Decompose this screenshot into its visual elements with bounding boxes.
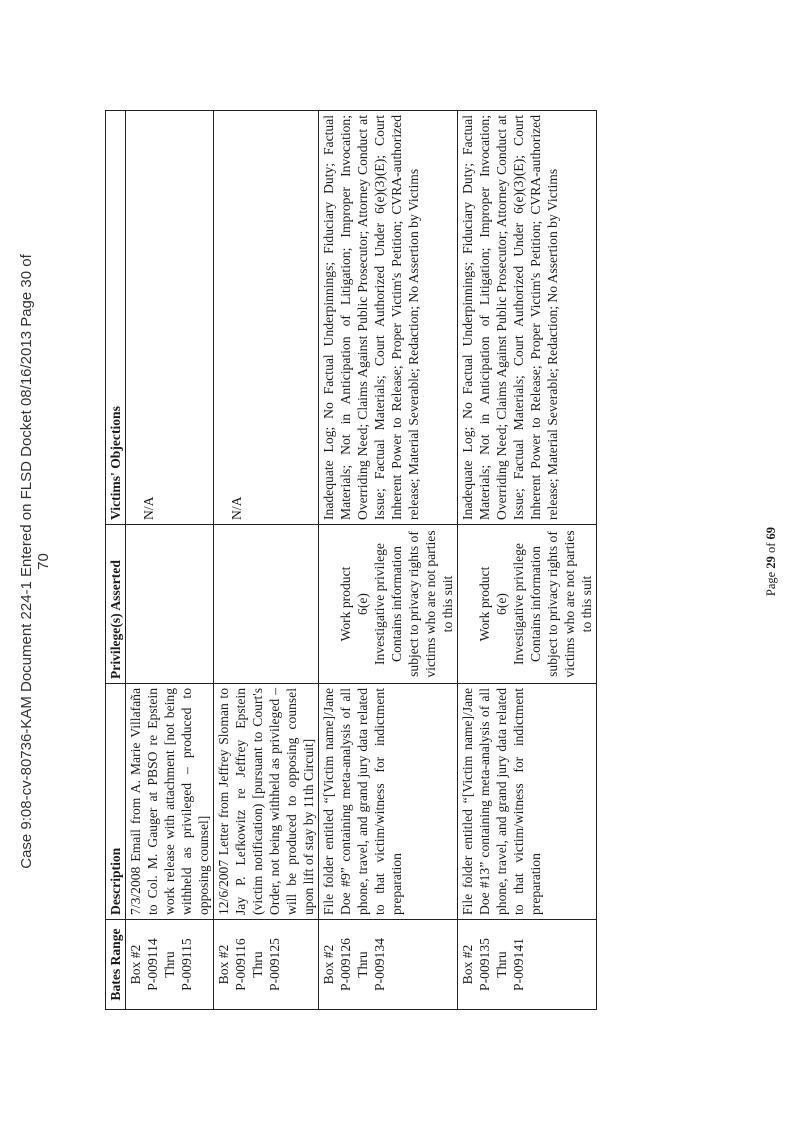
footer-page-number: 29 [764,556,778,569]
bates-cell [458,920,597,1010]
bates-cell [214,920,319,1010]
footer-of: of [764,542,778,553]
privilege-item: 6(e) [494,593,509,615]
bates-box: Box #2 [460,944,475,985]
bates-start: P-009135 [477,938,492,991]
bates-thru: Thru [355,951,370,978]
privilege-item: Work product [338,566,353,642]
table-header-row [106,111,126,1010]
privilege-item: Contains information subject to privacy rights of victims who are not parties to this suit [389,530,455,678]
bates-end: P-009115 [179,938,194,991]
col-header-bates: Bates Range [106,920,126,1010]
description-cell [214,684,319,920]
bates-thru: Thru [494,951,509,978]
privilege-item: Work product [477,566,492,642]
bates-start: P-009126 [338,938,353,991]
objections-cell: N/A [214,111,319,525]
objections-cell: Inadequate Log; No Factual Underpinnings; Fiduciary Duty; Factual Materials; Not in Anticipation of Litigation; Improper Invocation; Overriding Need; Claims Against Public Prosecutor; Attorney Conduct at Issue; Factual Materials; Court Authorized Under 6(e)(3)(E); Court Inherent Power to Release; Proper Victim's Petition; CVRA-authorized release; Material Severable; Redaction; No Assertion by Victims [458,111,597,525]
bates-cell [126,920,214,1010]
page-footer [764,0,779,1123]
table-row [214,111,319,1010]
privilege-item: 6(e) [355,593,370,615]
table-row [126,111,214,1010]
privilege-cell [458,525,597,684]
privilege-item: Investigative privilege [511,543,526,665]
court-header [18,0,52,1123]
header-line-2: 70 [35,553,52,570]
col-header-description: Description [106,684,126,920]
bates-end: P-009134 [372,938,387,991]
footer-prefix: Page [764,571,778,597]
objections-cell: Inadequate Log; No Factual Underpinnings; Fiduciary Duty; Factual Materials; Not in Anticipation of Litigation; Improper Invocation; Overriding Need; Claims Against Public Prosecutor; Attorney Conduct at Issue; Factual Materials; Court Authorized Under 6(e)(3)(E); Court Inherent Power to Release; Proper Victim's Petition; CVRA-authorized release; Material Severable; Redaction; No Assertion by Victims [319,111,458,525]
bates-end: P-009125 [267,938,282,991]
bates-box: Box #2 [321,944,336,985]
bates-start: P-009114 [145,938,160,991]
col-header-privileges: Privilege(s) Asserted [106,525,126,684]
bates-thru: Thru [250,951,265,978]
bates-box: Box #2 [216,944,231,985]
bates-thru: Thru [162,951,177,978]
table-row [319,111,458,1010]
bates-box: Box #2 [128,944,143,985]
privilege-cell [126,525,214,684]
col-header-objections: Victims' Objections [106,111,126,525]
bates-cell [319,920,458,1010]
header-line-1: Case 9:08-cv-80736-KAM Document 224-1 Entered on FLSD Docket 08/16/2013 Page 30 of [18,254,35,869]
description-cell: File folder entitled “[Victim name]/Jane Doe #13” containing meta-analysis of all phone, travel, and grand jury data related to that victim/witness for indictment preparation [458,684,597,920]
description-text: 12/6/2007 Letter from Jeffrey Sloman to Jay P. Lefkowitz re Jeffrey Epstein (victim notification) [pursuant to Court's Order, not being withheld as privileged – will be produced to opposing counsel upon lift of stay by 11th Circuit] [216,688,316,915]
privilege-cell [319,525,458,684]
privilege-item: Contains information subject to privacy rights of victims who are not parties to this suit [528,530,594,678]
table-row [458,111,597,1010]
bates-end: P-009141 [511,938,526,991]
description-cell: 7/3/2008 Email from A. Marie Villafaña to Col. M. Gauger at PBSO re Epstein work release with attachment [not being withheld as privileged – produced to opposing counsel] [126,684,214,920]
privilege-log-table [105,110,597,1010]
bates-start: P-009116 [233,938,248,991]
objections-cell: N/A [126,111,214,525]
privilege-cell [214,525,319,684]
description-cell: File folder entitled “[Victim name]/Jane Doe #9” containing meta-analysis of all phone, travel, and grand jury data related to that victim/witness for indictment preparation [319,684,458,920]
footer-page-total: 69 [764,526,778,540]
privilege-item: Investigative privilege [372,543,387,665]
